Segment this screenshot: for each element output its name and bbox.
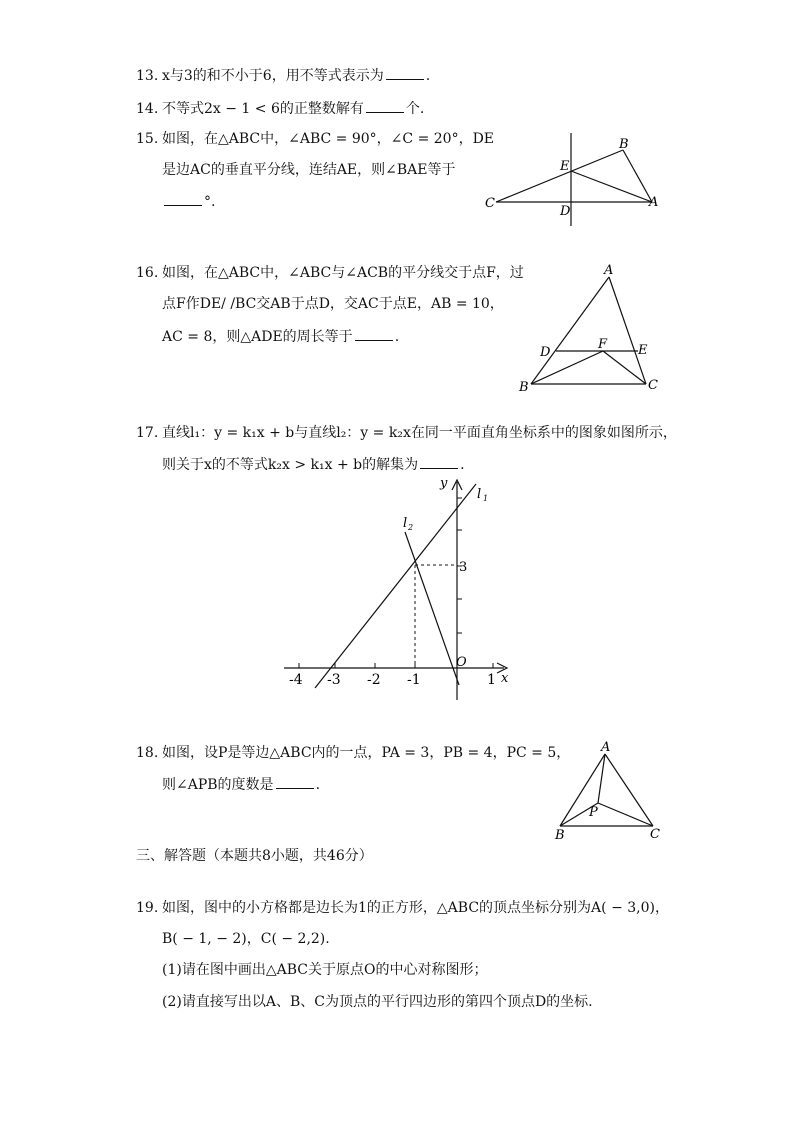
question-16-line3	[162, 326, 399, 347]
question-text: 则∠APB的度数是	[162, 777, 274, 793]
question-text-end: .	[394, 329, 400, 345]
segment-pa	[598, 754, 605, 803]
label-b: B	[619, 137, 629, 152]
question-18-line1	[136, 743, 570, 763]
label-l1: l	[477, 487, 482, 502]
label-a: A	[649, 195, 659, 210]
line-l1	[315, 484, 476, 688]
segment-ab	[560, 754, 605, 826]
tick-label: -1	[407, 672, 421, 688]
label-a: A	[604, 263, 614, 278]
answer-blank[interactable]	[355, 326, 393, 341]
question-text: 点F作DE/ /BC交AB于点D，交AC于点E，AB = 10，	[162, 296, 504, 312]
question-text: 直线l₁：y = k₁x + b与直线l₂：y = k₂x在同一平面直角坐标系中的图象如图所示，	[162, 425, 677, 441]
question-number: 14.	[136, 101, 159, 117]
question-number: 13.	[136, 68, 159, 84]
question-text-end: .	[425, 68, 431, 84]
question-15-line2	[162, 160, 456, 180]
line-l2	[405, 532, 459, 685]
answer-blank[interactable]	[420, 454, 458, 469]
question-number: 18.	[136, 745, 159, 761]
question-13	[136, 65, 430, 86]
label-f: F	[598, 337, 608, 352]
question-number: 17.	[136, 425, 159, 441]
answer-blank[interactable]	[386, 65, 424, 80]
tick-label: -4	[289, 672, 303, 688]
question-text-end: .	[460, 457, 465, 473]
question-18-line2	[162, 774, 320, 795]
question-number: 16.	[136, 265, 159, 281]
question-14	[136, 98, 424, 119]
label-b: B	[555, 828, 565, 843]
question-text: (1)请在图中画出△ABC关于原点O的中心对称图形；	[162, 962, 488, 978]
tick-label: -3	[327, 672, 341, 688]
label-y: y	[440, 476, 448, 491]
label-c: C	[650, 827, 660, 842]
label-p: P	[589, 805, 598, 820]
answer-blank[interactable]	[276, 774, 314, 789]
tick-label: -2	[367, 672, 381, 688]
question-17-line1	[136, 423, 677, 443]
question-text: 如图，设P是等边△ABC内的一点，PA = 3，PB = 4，PC = 5，	[162, 745, 571, 761]
tick-label: 1	[487, 672, 496, 688]
label-b: B	[519, 380, 529, 395]
label-e: E	[560, 159, 570, 174]
question-text-end: .	[315, 777, 321, 793]
question-text: x与3的和不小于6，用不等式表示为	[162, 68, 384, 84]
question-text: 如图，在△ABC中，∠ABC = 90°，∠C = 20°，DE	[162, 131, 495, 147]
question-15-line3	[162, 191, 215, 212]
figure-18-equilateral-triangle	[548, 738, 668, 846]
question-19-line2	[162, 929, 330, 949]
question-number: 15.	[136, 131, 159, 147]
question-15-line1	[136, 129, 494, 149]
segment-ac	[605, 754, 653, 826]
question-19-line4	[162, 992, 593, 1012]
question-text: 则关于x的不等式k₂x > k₁x + b的解集为	[162, 457, 419, 473]
section-heading: 三、解答题（本题共8小题，共46分）	[136, 848, 373, 864]
figure-15-triangle	[480, 130, 670, 230]
question-16-line2	[162, 294, 504, 314]
segment-ac	[609, 277, 646, 384]
question-text-end: 个.	[405, 101, 425, 117]
question-text: AC = 8，则△ADE的周长等于	[162, 329, 353, 345]
label-d: D	[540, 345, 551, 360]
label-l2: l	[403, 516, 408, 531]
label-l2-sub: 2	[408, 523, 414, 532]
question-text-end: °.	[204, 194, 216, 210]
question-text: 不等式2x − 1 < 6的正整数解有	[162, 101, 364, 117]
figure-17-coordinate-graph	[280, 470, 520, 710]
question-text: 是边AC的垂直平分线，连结AE，则∠BAE等于	[162, 162, 456, 178]
question-text: (2)请直接写出以A、B、C为顶点的平行四边形的第四个顶点D的坐标.	[162, 994, 593, 1010]
label-a: A	[601, 740, 611, 755]
question-text: 如图，在△ABC中，∠ABC与∠ACB的平分线交于点F，过	[162, 265, 524, 281]
answer-blank[interactable]	[366, 98, 404, 113]
question-number: 19.	[136, 900, 159, 916]
question-text: 如图，图中的小方格都是边长为1的正方形，△ABC的顶点坐标分别为A( − 3,0)，	[162, 900, 669, 916]
label-x: x	[501, 671, 509, 686]
label-c: C	[648, 378, 658, 393]
question-16-line1	[136, 263, 524, 283]
label-e: E	[638, 343, 648, 358]
question-19-line3	[162, 960, 487, 980]
label-three: 3	[459, 560, 468, 575]
segment-ab	[531, 277, 609, 384]
question-text: B( − 1, − 2)，C( − 2,2).	[162, 931, 330, 947]
segment-ba	[623, 150, 652, 202]
segment-cb	[496, 150, 623, 202]
label-l1-sub: 1	[483, 494, 489, 503]
segment-ea	[571, 171, 652, 202]
figure-16-triangle	[512, 262, 672, 397]
label-origin: O	[456, 655, 467, 670]
label-d: D	[560, 204, 571, 219]
label-c: C	[485, 196, 495, 211]
question-19-line1	[136, 898, 669, 918]
answer-blank[interactable]	[164, 191, 202, 206]
